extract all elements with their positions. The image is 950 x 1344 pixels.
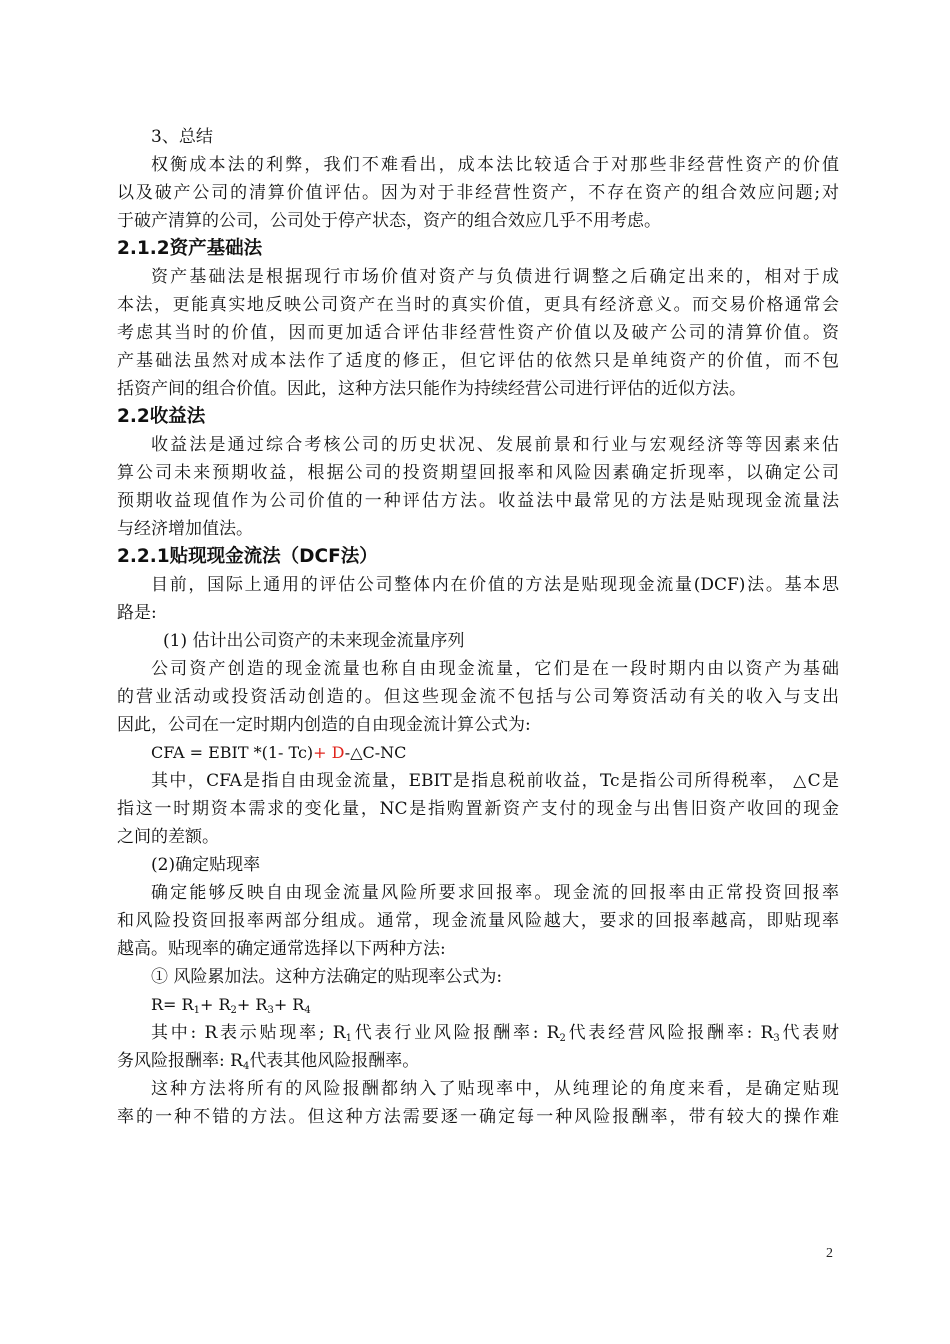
- paragraph-line: 资产基础法是根据现行市场价值对资产与负债进行调整之后确定出来的，相对于成: [151, 267, 839, 287]
- formula-subscript: 3: [267, 1005, 274, 1016]
- paragraph-line: 的营业活动或投资活动创造的。但这些现金流不包括与公司筹资活动有关的收入与支出: [117, 687, 839, 707]
- paragraph-line: 括资产间的组合价值。因此，这种方法只能作为持续经营公司进行评估的近似方法。: [117, 379, 746, 399]
- summary-title: 3、总结: [151, 127, 213, 147]
- paragraph-line: 收益法是通过综合考核公司的历史状况、发展前景和行业与宏观经济等等因素来估: [151, 435, 839, 455]
- page-content: [117, 123, 839, 1131]
- formula-main: CFA = EBIT *(1- Tc): [151, 743, 314, 762]
- subscript: 2: [559, 1033, 566, 1044]
- paragraph-line: [117, 1019, 839, 1047]
- discount-rate-formula: [117, 991, 839, 1019]
- page-number: 2: [826, 1246, 833, 1261]
- subscript: 3: [773, 1033, 780, 1044]
- formula-part: + R: [273, 995, 305, 1014]
- paragraph-line: 路是:: [117, 603, 157, 623]
- paragraph-line: [117, 1047, 839, 1075]
- formula-part: + R: [236, 995, 268, 1014]
- paragraph-line: 因此，公司在一定时期内创造的自由现金流计算公式为:: [117, 715, 531, 735]
- paragraph-line: 之间的差额。: [117, 827, 219, 847]
- formula-subscript: 2: [230, 1005, 237, 1016]
- paragraph-line: 和风险投资回报率两部分组成。通常，现金流量风险越大，要求的回报率越高，即贴现率: [117, 911, 839, 931]
- step-title: (1) 估计出公司资产的未来现金流量序列: [163, 631, 465, 651]
- method-title: ① 风险累加法。这种方法确定的贴现率公式为:: [151, 967, 503, 987]
- text-span: 代表其他风险报酬率。: [249, 1051, 420, 1071]
- paragraph-line: 确定能够反映自由现金流量风险所要求回报率。现金流的回报率由正常投资回报率: [151, 883, 839, 903]
- paragraph-line: 率的一种不错的方法。但这种方法需要逐一确定每一种风险报酬率，带有较大的操作难: [117, 1107, 839, 1127]
- formula-tail: -△C-NC: [344, 743, 407, 762]
- subscript: 1: [345, 1033, 352, 1044]
- paragraph-line: 预期收益现值作为公司价值的一种评估方法。收益法中最常见的方法是贴现现金流量法: [117, 491, 839, 511]
- text-span: 其中: R表示贴现率; R: [151, 1023, 346, 1043]
- paragraph-line: 产基础法虽然对成本法作了适度的修正，但它评估的依然只是单纯资产的价值，而不包: [117, 351, 839, 371]
- paragraph-line: 指这一时期资本需求的变化量，NC是指购置新资产支付的现金与出售旧资产收回的现金: [117, 799, 839, 819]
- formula-part: R= R: [151, 995, 194, 1014]
- paragraph-line: 权衡成本法的利弊，我们不难看出，成本法比较适合于对那些非经营性资产的价值: [151, 155, 839, 175]
- paragraph-line: 算公司未来预期收益，根据公司的投资期望回报率和风险因素确定折现率，以确定公司: [117, 463, 839, 483]
- text-span: 务风险报酬率: R: [117, 1051, 243, 1071]
- text-span: 代表行业风险报酬率: R: [352, 1023, 560, 1043]
- paragraph-line: 以及破产公司的清算价值评估。因为对于非经营性资产，不存在资产的组合效应问题;对: [117, 183, 839, 203]
- formula-highlight: + D: [313, 743, 345, 762]
- section-heading: 2.2.1贴现现金流法（DCF法）: [117, 546, 378, 567]
- paragraph-line: 目前，国际上通用的评估公司整体内在价值的方法是贴现现金流量(DCF)法。基本思: [151, 575, 839, 595]
- paragraph-line: 与经济增加值法。: [117, 519, 253, 539]
- formula-subscript: 4: [304, 1005, 311, 1016]
- paragraph-line: 这种方法将所有的风险报酬都纳入了贴现率中，从纯理论的角度来看，是确定贴现: [151, 1079, 839, 1099]
- paragraph-line: 越高。贴现率的确定通常选择以下两种方法:: [117, 939, 446, 959]
- text-span: 代表财: [779, 1023, 839, 1043]
- formula-part: + R: [199, 995, 231, 1014]
- text-span: 代表经营风险报酬率: R: [565, 1023, 774, 1043]
- paragraph-line: 公司资产创造的现金流量也称自由现金流量，它们是在一段时期内由以资产为基础: [151, 659, 839, 679]
- formula-subscript: 1: [193, 1005, 200, 1016]
- section-heading: 2.2收益法: [117, 406, 206, 427]
- subscript: 4: [242, 1061, 250, 1072]
- step-title: (2)确定贴现率: [151, 855, 261, 875]
- paragraph-line: 其中，CFA是指自由现金流量，EBIT是指息税前收益，Tc是指公司所得税率， △C是: [151, 771, 839, 791]
- paragraph-line: 于破产清算的公司，公司处于停产状态，资产的组合效应几乎不用考虑。: [117, 211, 661, 231]
- paragraph-line: 本法，更能真实地反映公司资产在当时的真实价值，更具有经济意义。而交易价格通常会: [117, 295, 839, 315]
- paragraph-line: 考虑其当时的价值，因而更加适合评估非经营性资产价值以及破产公司的清算价值。资: [117, 323, 839, 343]
- section-heading: 2.1.2资产基础法: [117, 238, 263, 259]
- cash-flow-formula: [117, 739, 839, 767]
